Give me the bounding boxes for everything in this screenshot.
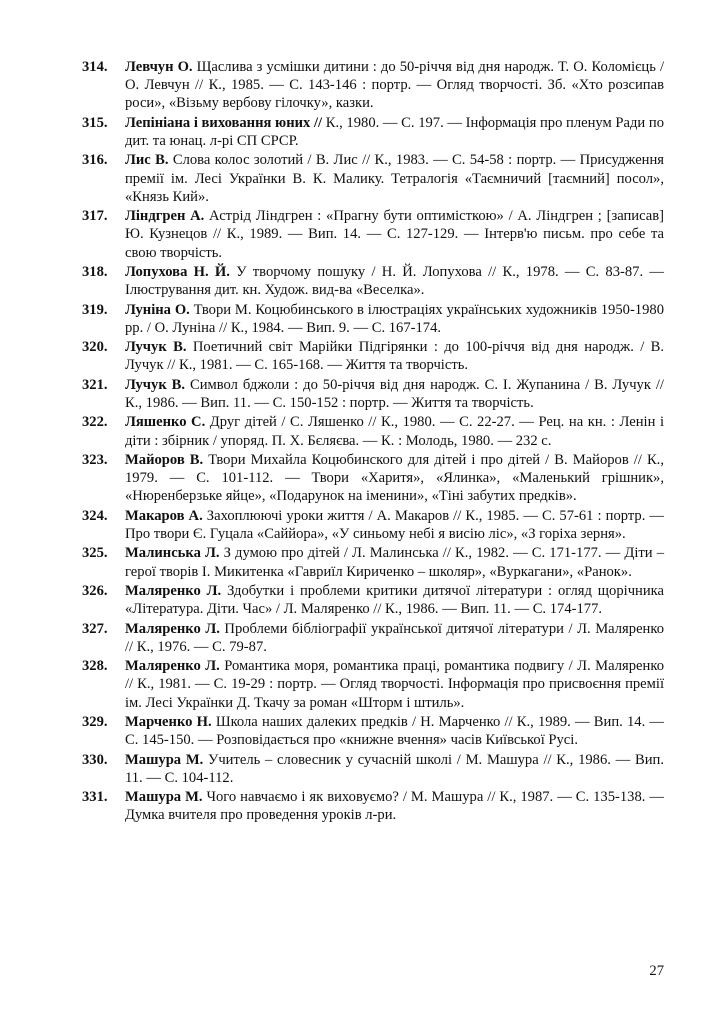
entry-text: У творчому пошуку / Н. Й. Лопухова // К., 1978. — С. 83-87. — Ілюстрування дит. кн. Худож. вид-ва «Веселка».	[125, 263, 664, 299]
bibliography-entry	[82, 301, 664, 337]
entry-text: З думою про дітей / Л. Малинська // К., 1982. — С. 171-177. — Діти – герої творів І. Микитенка «Гавриїл Кириченко – школяр», «Вуркагани», «Ранок».	[125, 545, 664, 580]
entry-number: 317.	[82, 208, 108, 225]
page-number: 27	[649, 963, 664, 979]
bibliography-entry	[82, 58, 664, 113]
entry-text: Твори Михайла Коцюбинского для дітей і про дітей / В. Майоров // К., 1979. — С. 101-112. — Твори «Харитя», «Ялинка», «Маленький грішник», «Нюренберзьке яйце», «Подарунок на іменини», «Тіні забутих предків».	[125, 451, 664, 505]
entry-author: Майоров В.	[125, 451, 204, 468]
bibliography-entry	[82, 788, 664, 824]
entry-number: 327.	[82, 620, 108, 637]
entry-text: Чого навчаємо і як виховуємо? / М. Машура // К., 1987. — С. 135-138. — Думка вчителя про проведення уроків л-ри.	[125, 789, 664, 824]
bibliography-entry	[82, 207, 664, 262]
bibliography-entry	[82, 114, 664, 150]
bibliography-entry	[82, 413, 664, 449]
entry-author: Маляренко Л.	[125, 582, 222, 599]
entry-text: Захоплюючі уроки життя / А. Макаров // К., 1985. — С. 57-61 : портр. — Про твори Є. Гуцала «Саййора», «У синьому небі я висію ліс», «З горіха зерня».	[125, 507, 664, 542]
entry-author: Лопухова Н. Й.	[125, 263, 230, 280]
entry-text: Астрід Ліндгрен : «Прагну бути оптимісткою» / А. Ліндгрен ; [записав] Ю. Кузнецов // К., 1989. — Вип. 14. — С. 127-129. — Інтерв'ю письм. про себе та свою творчість.	[125, 208, 664, 261]
entry-number: 318.	[82, 263, 108, 280]
bibliography-entry	[82, 151, 664, 206]
entry-text: Поетичний світ Марійки Підгірянки : до 100-річчя від дня народж. / В. Лучук // К., 1981. — С. 165-168. — Життя та творчість.	[125, 339, 665, 374]
entry-author: Лучук В.	[125, 339, 187, 356]
entry-text: Твори М. Коцюбинського в ілюстраціях українських художників 1950-1980 рр. / О. Луніна // К., 1984. — Вип. 9. — С. 167-174.	[125, 301, 664, 336]
entry-author: Лепініана і виховання юних //	[125, 114, 323, 131]
bibliography-entry	[82, 451, 664, 506]
entry-number: 325.	[82, 545, 108, 562]
bibliography-entry	[82, 620, 664, 656]
entry-author: Маляренко Л.	[125, 620, 220, 637]
bibliography-entry	[82, 376, 664, 412]
entry-author: Машура М.	[125, 789, 203, 806]
bibliography-entry	[82, 507, 664, 543]
entry-text: Учитель – словесник у сучасній школі / М. Машура // К., 1986. — Вип. 11. — С. 104-112.	[125, 751, 664, 786]
entry-author: Марченко Н.	[125, 713, 212, 730]
entry-number: 322.	[82, 414, 108, 431]
bibliography-entry	[82, 582, 664, 618]
entry-author: Макаров А.	[125, 507, 203, 524]
entry-author: Маляренко Л.	[125, 658, 220, 675]
bibliography-entry	[82, 657, 664, 712]
entry-author: Ляшенко С.	[125, 414, 206, 431]
entry-number: 331.	[82, 789, 108, 806]
entry-author: Луніна О.	[125, 301, 190, 318]
entry-number: 323.	[82, 451, 108, 468]
entry-author: Ліндгрен А.	[125, 208, 205, 225]
entry-number: 324.	[82, 507, 108, 524]
entry-text: К., 1980. — С. 197. — Інформація про пленум Ради по дит. та юнац. л-рі СП СРСР.	[125, 114, 665, 149]
entry-number: 321.	[82, 376, 108, 393]
bibliography-entry	[82, 751, 664, 787]
entry-text: Символ бджоли : до 50-річчя від дня народж. С. І. Жупанина / В. Лучук // К., 1986. — Вип. 11. — С. 150-152 : портр. — Життя та творчість.	[125, 376, 664, 411]
entry-author: Лучук В.	[125, 376, 186, 393]
entry-number: 320.	[82, 339, 108, 356]
entry-number: 326.	[82, 582, 108, 599]
entry-author: Машура М.	[125, 751, 204, 768]
entry-author: Малинська Л.	[125, 545, 220, 562]
entry-text: Друг дітей / С. Ляшенко // К., 1980. — С. 22-27. — Рец. на кн. : Ленін і діти : збірник / упоряд. П. Х. Бєляєва. — К. : Молодь, 1980. — 232 с.	[125, 414, 665, 449]
entry-text: Щаслива з усмішки дитини : до 50-річчя від дня народж. Т. О. Коломієць / О. Левчун // К., 1985. — С. 143-146 : портр. — Огляд творчості. Зб. «Хто розсипав роси», «Візьму вербову гілочку», казки.	[125, 59, 664, 112]
entry-text: Романтика моря, романтика праці, романтика подвигу / Л. Маляренко // К., 1981. — С. 19-29 : портр. — Огляд творчості. Інформація про присвоєння премії ім. Лесі Українки Д. Ткачу за роман «Шторм і штиль».	[125, 658, 664, 711]
entry-text: Здобутки і проблеми критики дитячої літератури : огляд щорічника «Література. Діти. Час» / Л. Маляренко // К., 1986. — Вип. 11. — С. 174-177.	[125, 582, 664, 618]
bibliography-list	[82, 58, 664, 826]
bibliography-entry	[82, 544, 664, 580]
entry-number: 330.	[82, 751, 108, 768]
bibliography-entry	[82, 263, 664, 299]
entry-number: 315.	[82, 114, 108, 131]
entry-number: 316.	[82, 152, 108, 169]
entry-text: Проблеми бібліографії української дитячої літератури / Л. Маляренко // К., 1976. — С. 79-87.	[125, 620, 664, 655]
bibliography-entry	[82, 338, 664, 374]
entry-number: 314.	[82, 59, 108, 75]
entry-author: Левчун О.	[125, 59, 193, 75]
entry-number: 329.	[82, 713, 108, 730]
entry-text: Школа наших далеких предків / Н. Марченко // К., 1989. — Вип. 14. — С. 145-150. — Розповідається про «книжне вчення» часів Київської Русі.	[125, 713, 665, 749]
entry-author: Лис В.	[125, 152, 169, 169]
entry-number: 328.	[82, 658, 108, 675]
bibliography-entry	[82, 713, 664, 749]
entry-number: 319.	[82, 301, 108, 318]
entry-text: Слова колос золотий / В. Лис // К., 1983. — С. 54-58 : портр. — Присудження премії ім. Лесі Українки В. К. Малику. Тетралогія «Таємничий [таємний] посол», «Князь Кий».	[125, 152, 664, 205]
